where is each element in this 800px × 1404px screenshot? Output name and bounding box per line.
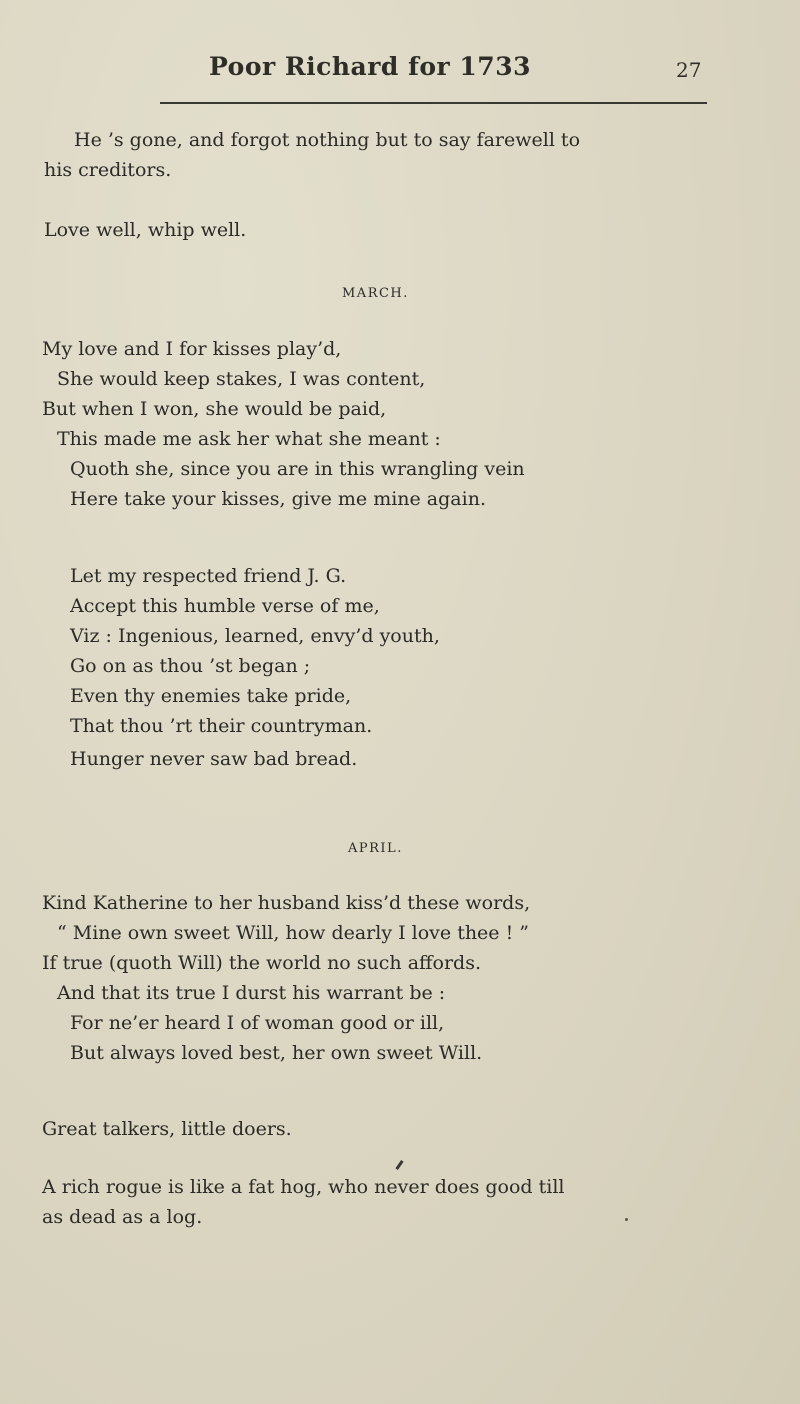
section-heading-april: APRIL. xyxy=(348,841,403,856)
verse-line: Here take your kisses, give me mine again. xyxy=(70,488,486,510)
verse-line: Let my respected friend J. G. xyxy=(70,565,347,587)
verse-line: And that its true I durst his warrant be : xyxy=(57,982,446,1004)
proverb: as dead as a log. xyxy=(42,1206,203,1228)
page-number: 27 xyxy=(676,58,702,82)
verse-line: But always loved best, her own sweet Will. xyxy=(70,1042,483,1064)
header-rule xyxy=(160,102,707,104)
proverb: Love well, whip well. xyxy=(44,219,247,241)
verse-line: “ Mine own sweet Will, how dearly I love thee ! ” xyxy=(57,922,529,944)
verse-line: Quoth she, since you are in this wrangling vein xyxy=(70,458,525,480)
verse-line: Even thy enemies take pride, xyxy=(70,685,352,707)
verse-line: She would keep stakes, I was content, xyxy=(57,368,426,390)
section-heading-march: MARCH. xyxy=(342,286,409,301)
verse-line: But when I won, she would be paid, xyxy=(42,398,387,420)
verse-line: My love and I for kisses play’d, xyxy=(42,338,342,360)
text-line: He ’s gone, and forgot nothing but to say farewell to xyxy=(74,129,581,151)
verse-line: If true (quoth Will) the world no such affords. xyxy=(42,952,481,974)
text-line: his creditors. xyxy=(44,159,172,181)
proverb: A rich rogue is like a fat hog, who never does good till xyxy=(42,1176,565,1198)
verse-line: That thou ’rt their countryman. xyxy=(70,715,373,737)
ink-mark xyxy=(395,1160,403,1170)
verse-line: Viz : Ingenious, learned, envy’d youth, xyxy=(70,625,440,647)
proverb: Great talkers, little doers. xyxy=(42,1118,292,1140)
ink-speck xyxy=(625,1218,628,1221)
verse-line: This made me ask her what she meant : xyxy=(57,428,441,450)
verse-line: Go on as thou ’st began ; xyxy=(70,655,311,677)
proverb: Hunger never saw bad bread. xyxy=(70,748,358,770)
page-header xyxy=(0,52,800,92)
running-title: Poor Richard for 1733 xyxy=(209,52,531,81)
verse-line: Accept this humble verse of me, xyxy=(70,595,380,617)
verse-line: Kind Katherine to her husband kiss’d these words, xyxy=(42,892,531,914)
verse-line: For ne’er heard I of woman good or ill, xyxy=(70,1012,445,1034)
